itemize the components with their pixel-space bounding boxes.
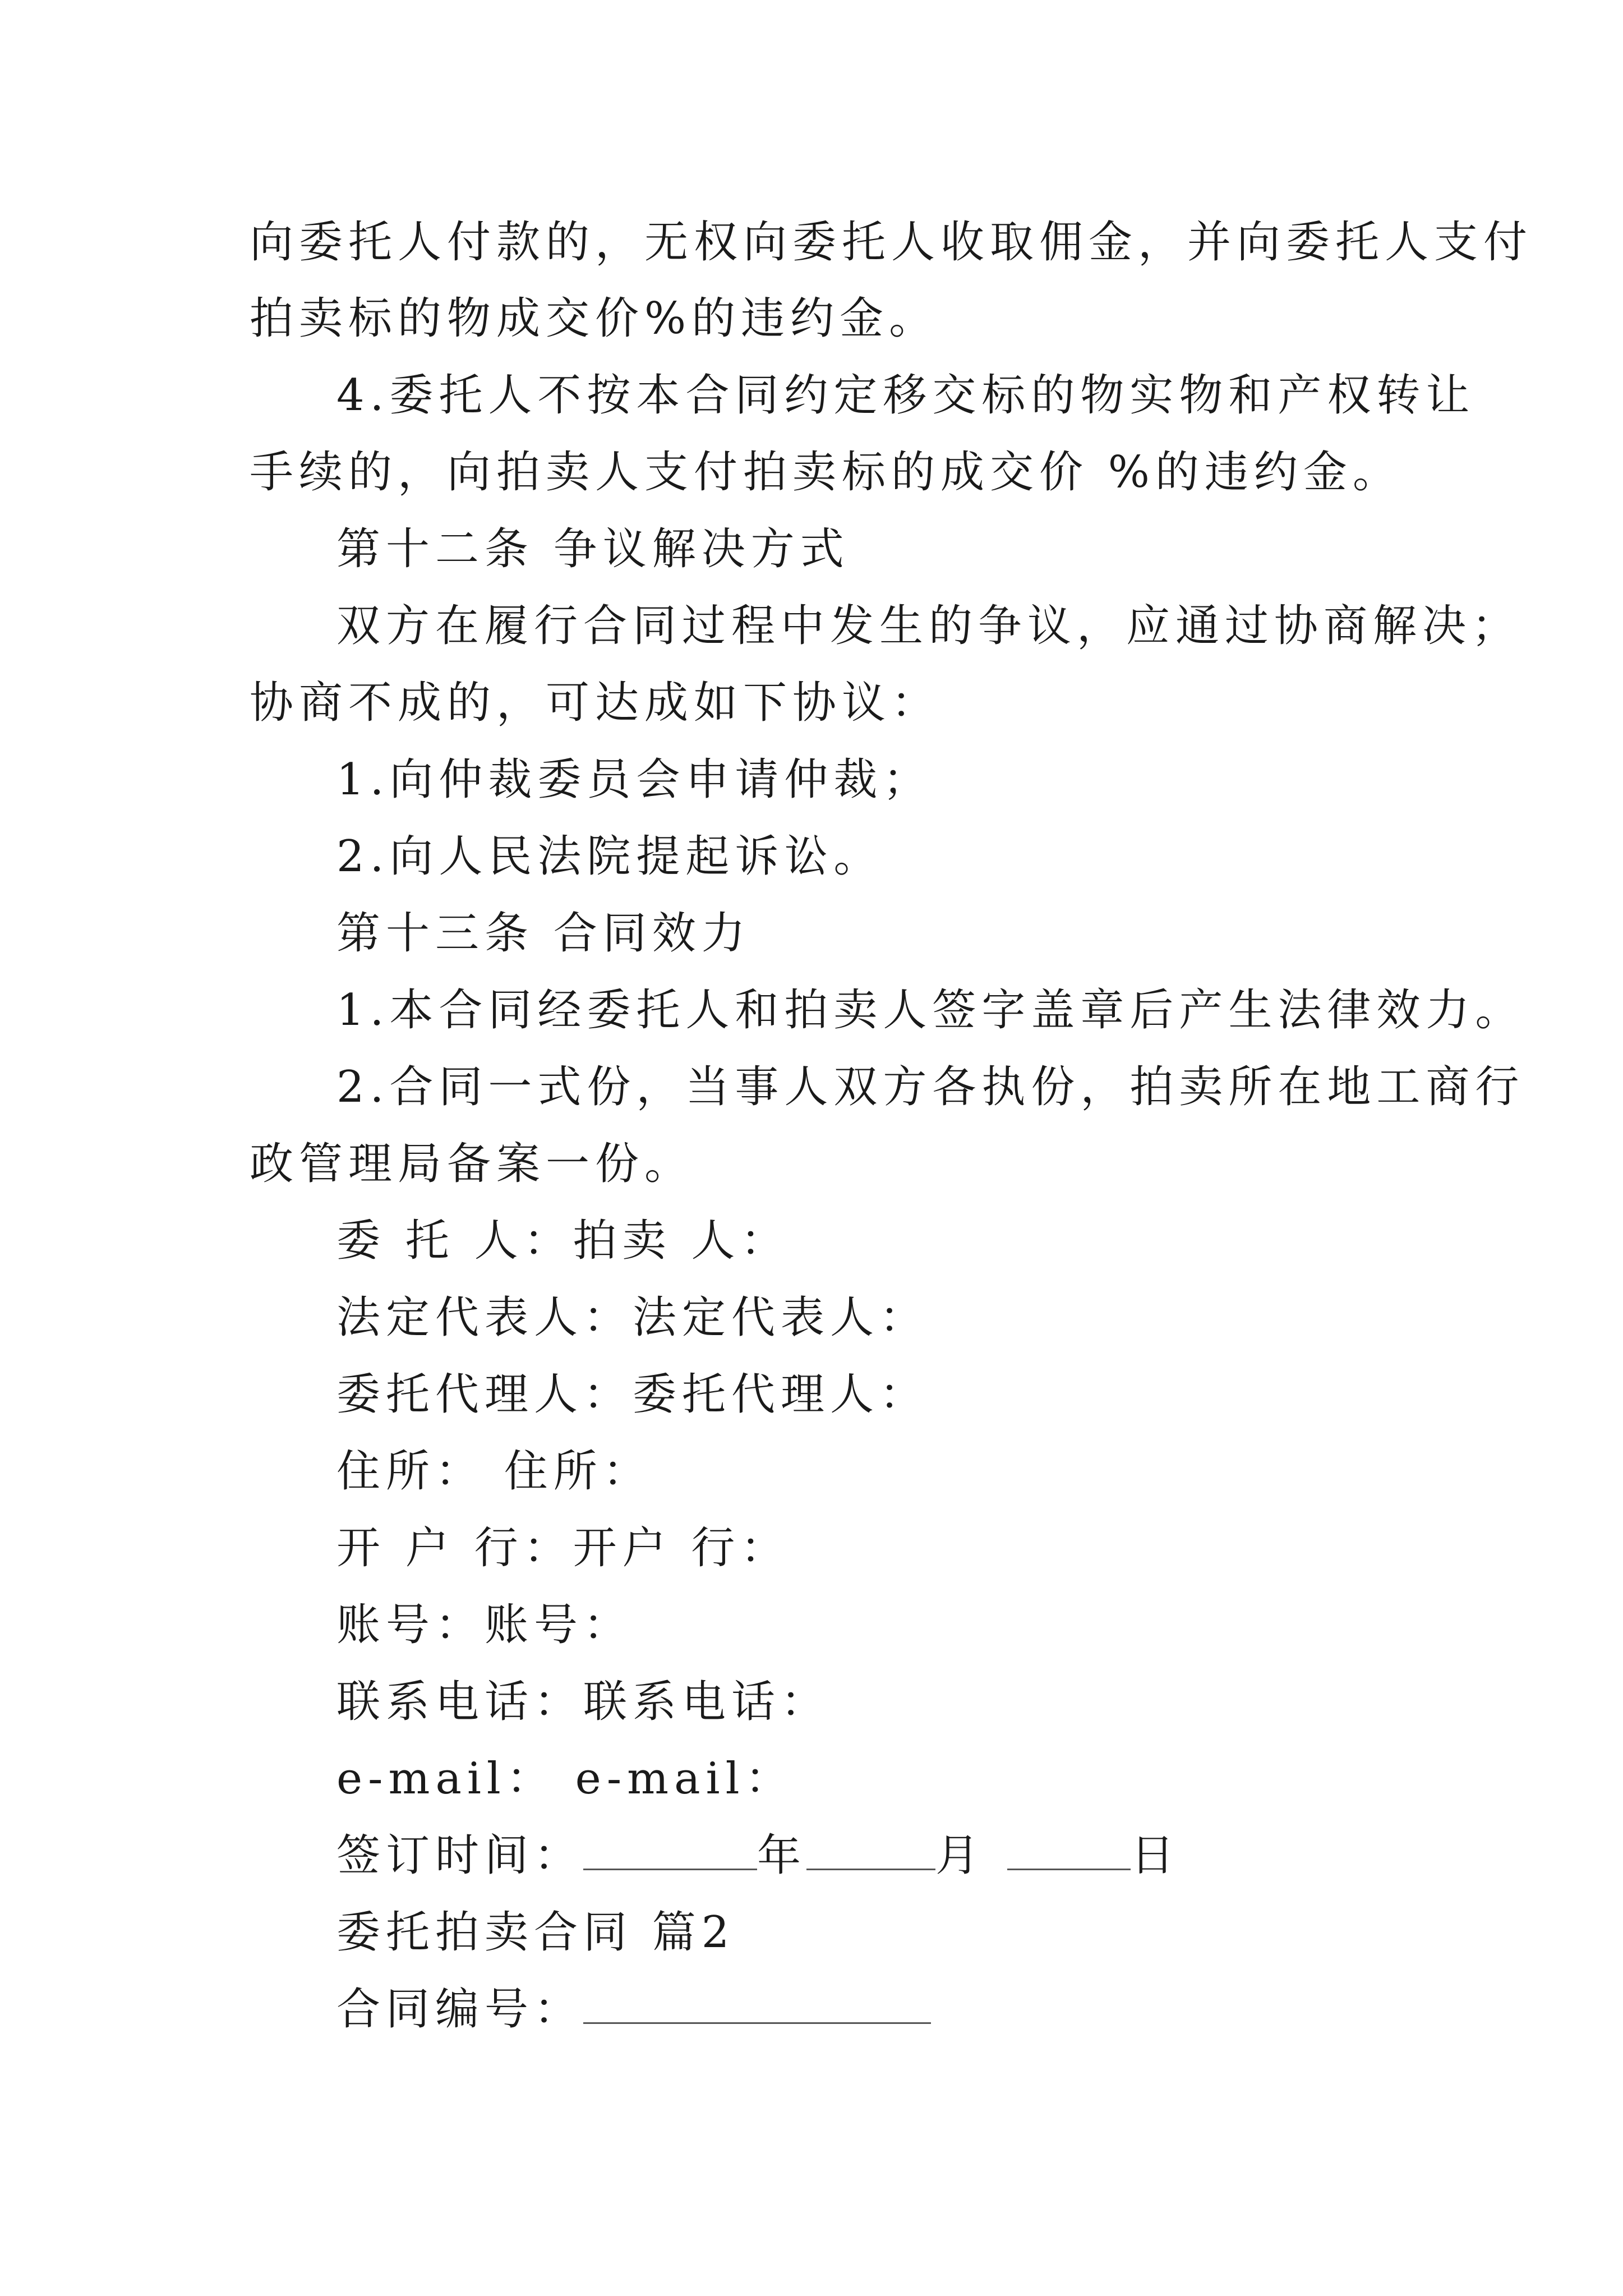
day-blank (1007, 1829, 1131, 1870)
day-label: 日 (1131, 1830, 1181, 1881)
year-blank (583, 1829, 757, 1870)
section-heading: 第十二条 争议解决方式 (336, 524, 850, 574)
year-label: 年 (757, 1830, 807, 1881)
signature-field: 住所： 住所： (336, 1446, 652, 1497)
section-title: 委托拍卖合同 篇2 (336, 1907, 735, 1958)
signature-field: 账号：账号： (336, 1600, 633, 1650)
paragraph-line: 双方在履行合同过程中发生的争议，应通过协商解决； (336, 601, 1521, 651)
paragraph-line: 4.委托人不按本合同约定移交标的物实物和产权转让 (336, 370, 1476, 421)
paragraph-line: 拍卖标的物成交价%的违约金。 (250, 293, 939, 344)
list-item: 1.本合同经委托人和拍卖人签字盖章后产生法律效力。 (336, 985, 1525, 1036)
paragraph-line: 向委托人付款的，无权向委托人收取佣金，并向委托人支付 (250, 217, 1533, 268)
month-blank (806, 1829, 935, 1870)
paragraph-line: 协商不成的，可达成如下协议： (250, 678, 941, 728)
section-heading: 第十三条 合同效力 (336, 908, 751, 959)
list-item: 2.向人民法院提起诉讼。 (336, 831, 883, 882)
signature-field: 委 托 人：拍卖 人： (336, 1216, 790, 1266)
signature-field: 委托代理人：委托代理人： (336, 1369, 929, 1420)
signature-field: 开 户 行：开户 行： (336, 1523, 790, 1573)
signature-field: 联系电话：联系电话： (336, 1677, 831, 1727)
list-item: 2.合同一式份，当事人双方各执份，拍卖所在地工商行 (336, 1062, 1525, 1112)
paragraph-line: 手续的，向拍卖人支付拍卖标的成交价 %的违约金。 (250, 447, 1402, 498)
signature-field: e-mail： e-mail： (336, 1754, 795, 1804)
list-item: 1.向仲裁委员会申请仲裁； (336, 754, 933, 805)
sign-date-row (336, 1828, 1180, 1884)
paragraph-line: 政管理局备案一份。 (250, 1139, 694, 1189)
month-label: 月 (935, 1830, 985, 1881)
signature-field: 法定代表人：法定代表人： (336, 1292, 929, 1343)
sign-date-label: 签订时间： (336, 1830, 584, 1881)
contract-number-row (336, 1981, 931, 2037)
contract-number-blank (583, 1983, 931, 2024)
contract-number-label: 合同编号： (336, 1984, 584, 2035)
